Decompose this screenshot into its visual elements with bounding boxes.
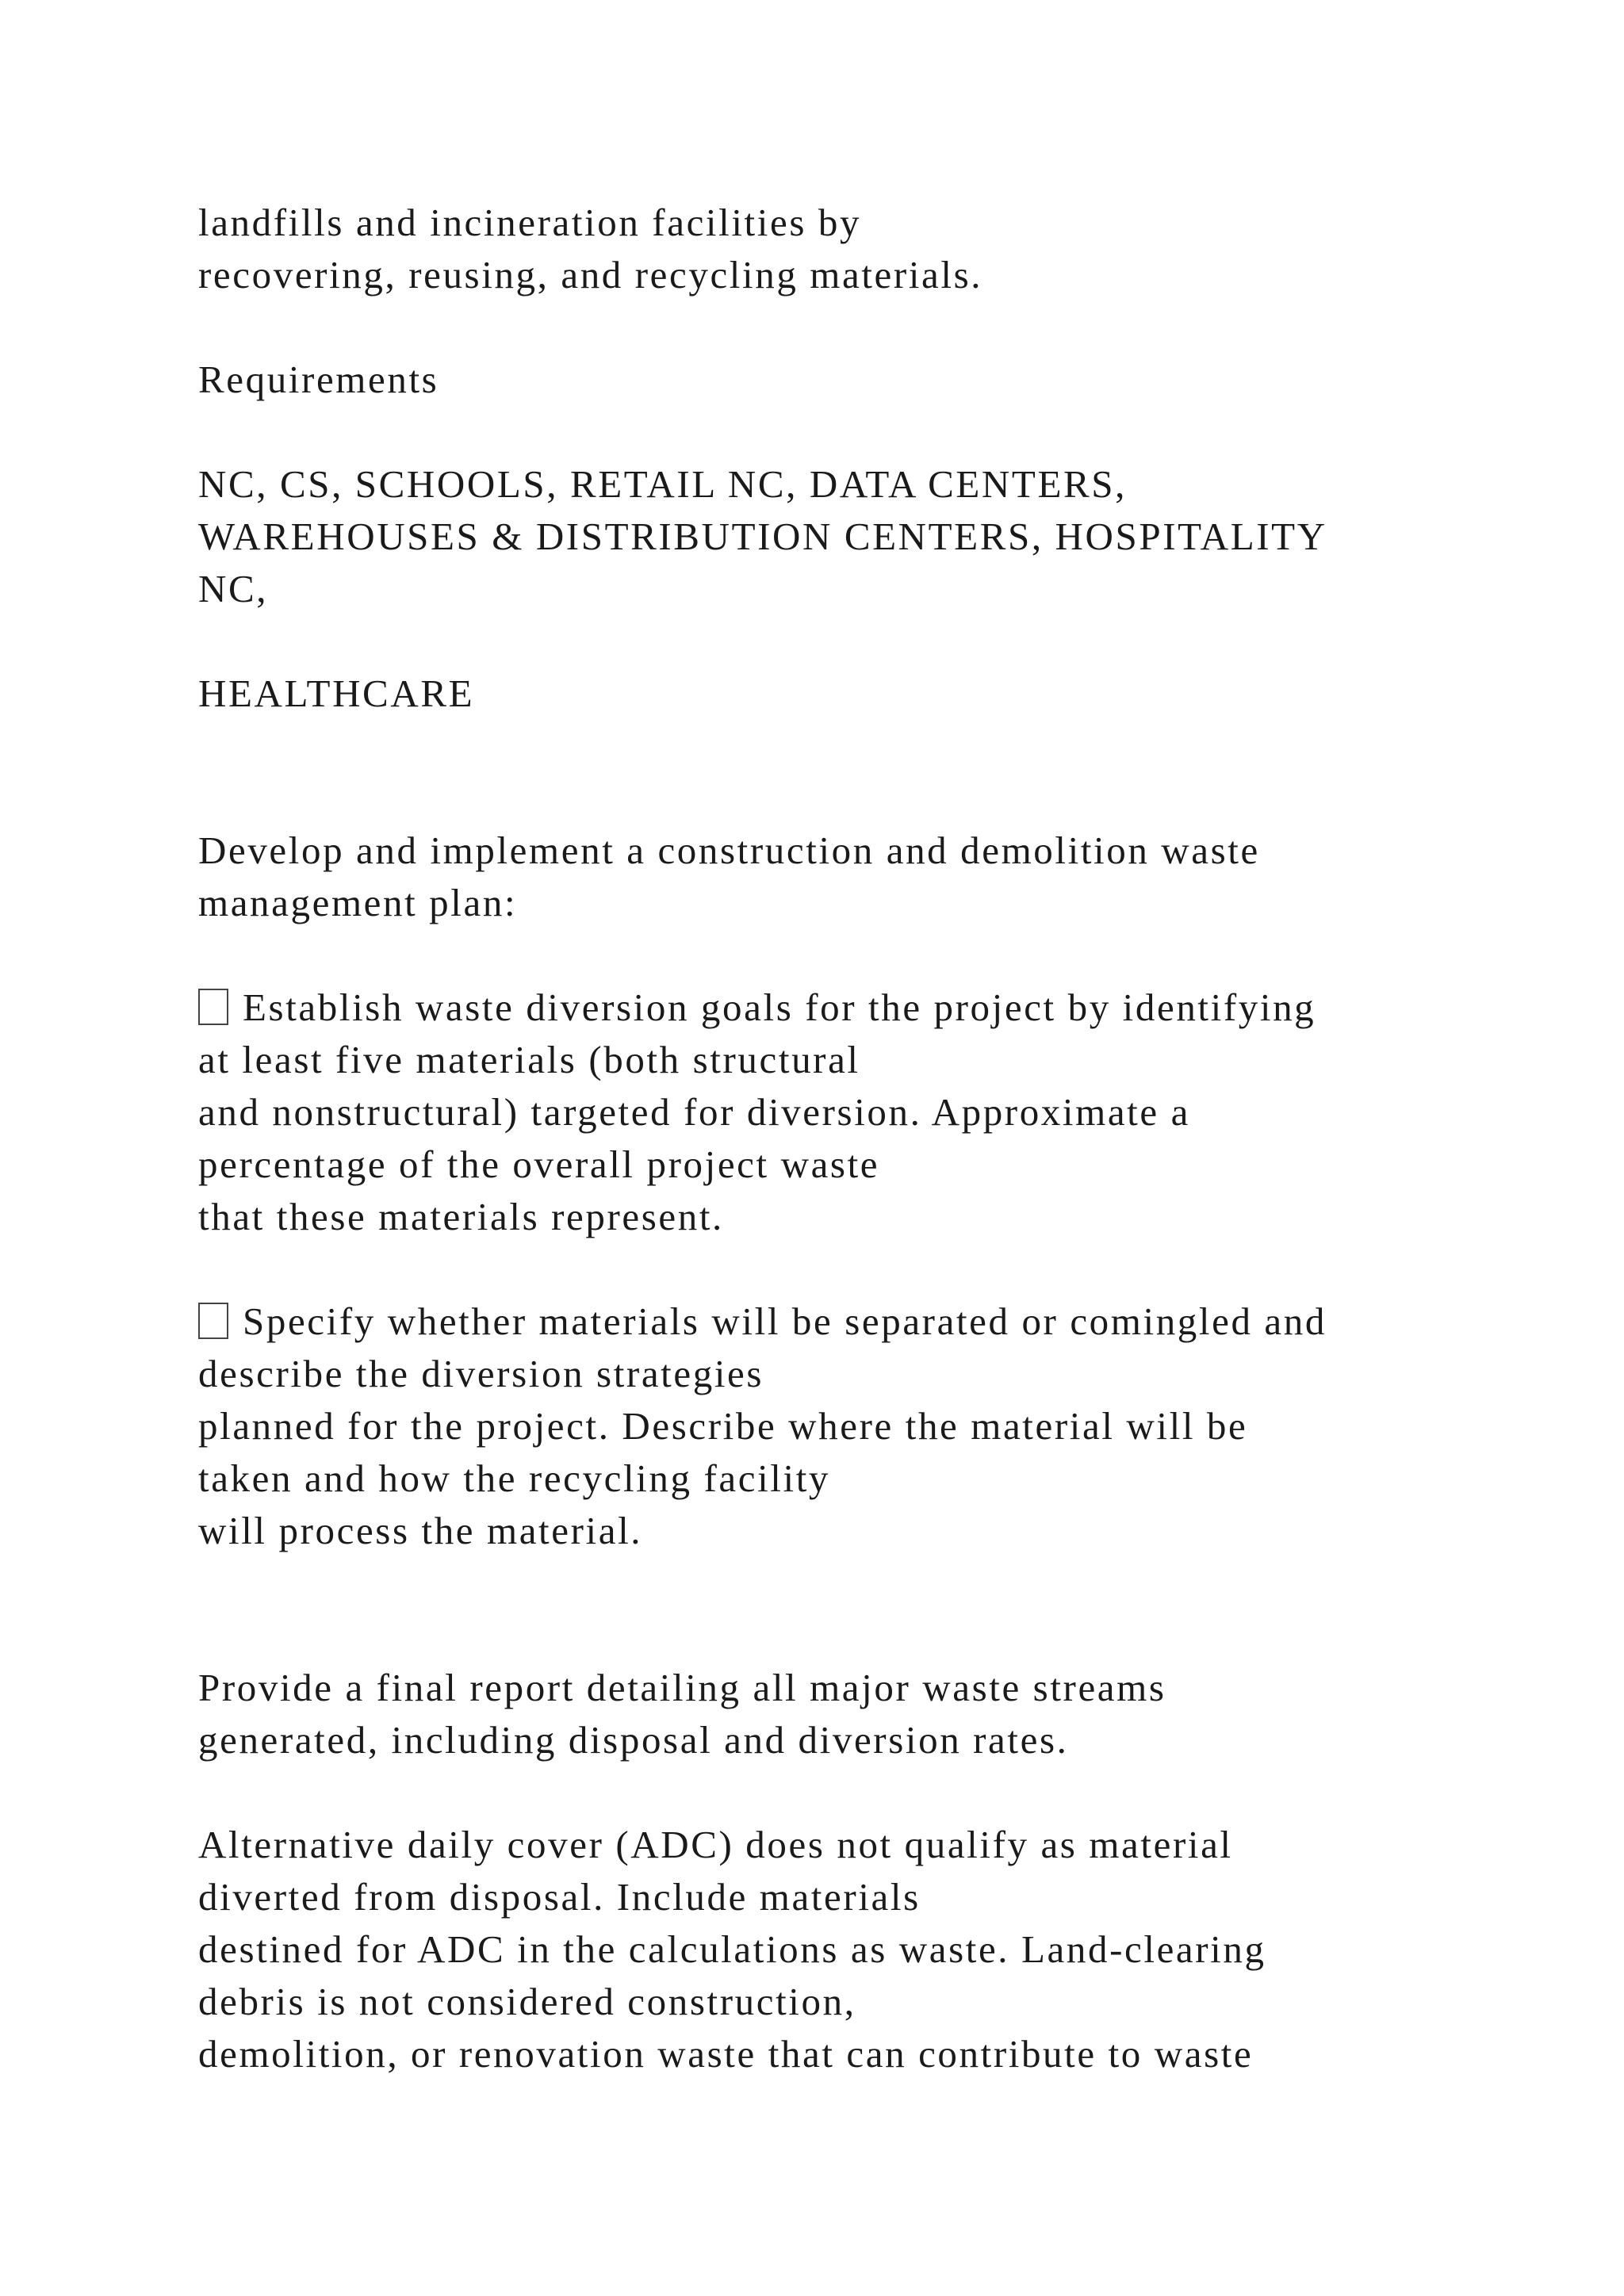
- bullet-1-line-1: [198, 982, 1546, 1034]
- bullet-1-line-5: that these materials represent.: [198, 1195, 724, 1238]
- adc-line-2: diverted from disposal. Include materials: [198, 1875, 921, 1919]
- spacer: [198, 929, 1546, 982]
- project-types-line-3: NC,: [198, 567, 269, 610]
- missing-glyph-bullet-icon: [198, 1303, 228, 1339]
- adc-line-5: demolition, or renovation waste that can contribute to waste: [198, 2032, 1254, 2076]
- spacer: [198, 615, 1546, 668]
- final-report-line-1: Provide a final report detailing all major waste streams: [198, 1666, 1166, 1709]
- spacer: [198, 1243, 1546, 1295]
- adc-line-4: debris is not considered construction,: [198, 1980, 856, 2023]
- bullet-2-text-1: Specify whether materials will be separated or comingled and: [243, 1299, 1327, 1343]
- bullet-1-line-4: percentage of the overall project waste: [198, 1142, 880, 1186]
- bullet-1-line-2: at least five materials (both structural: [198, 1038, 860, 1081]
- final-report-line-2: generated, including disposal and diversion rates.: [198, 1718, 1069, 1762]
- spacer: [198, 406, 1546, 458]
- intro-line-2: recovering, reusing, and recycling materials.: [198, 253, 983, 297]
- adc-line-1: Alternative daily cover (ADC) does not qualify as material: [198, 1823, 1233, 1866]
- bullet-2-line-5: will process the material.: [198, 1509, 643, 1552]
- missing-glyph-bullet-icon: [198, 989, 228, 1025]
- spacer: [198, 301, 1546, 354]
- develop-line-2: management plan:: [198, 881, 518, 924]
- bullet-1-line-3: and nonstructural) targeted for diversion. Approximate a: [198, 1090, 1190, 1134]
- bullet-2-line-3: planned for the project. Describe where the material will be: [198, 1404, 1248, 1448]
- bullet-2-line-4: taken and how the recycling facility: [198, 1456, 831, 1500]
- bullet-1-text-1: Establish waste diversion goals for the project by identifying: [243, 985, 1316, 1029]
- adc-line-3: destined for ADC in the calculations as waste. Land-clearing: [198, 1927, 1266, 1971]
- spacer: [198, 1557, 1546, 1662]
- spacer: [198, 1766, 1546, 1819]
- document-body: [198, 197, 1546, 2080]
- project-types-line-2: WAREHOUSES & DISTRIBUTION CENTERS, HOSPITALITY: [198, 515, 1327, 558]
- requirements-heading: Requirements: [198, 358, 439, 401]
- project-types-line-1: NC, CS, SCHOOLS, RETAIL NC, DATA CENTERS,: [198, 462, 1127, 506]
- intro-line-1: landfills and incineration facilities by: [198, 201, 862, 244]
- spacer: [198, 720, 1546, 825]
- develop-line-1: Develop and implement a construction and demolition waste: [198, 828, 1260, 872]
- bullet-2-line-2: describe the diversion strategies: [198, 1352, 764, 1395]
- bullet-2-line-1: [198, 1295, 1546, 1348]
- project-types-line-4: HEALTHCARE: [198, 672, 475, 715]
